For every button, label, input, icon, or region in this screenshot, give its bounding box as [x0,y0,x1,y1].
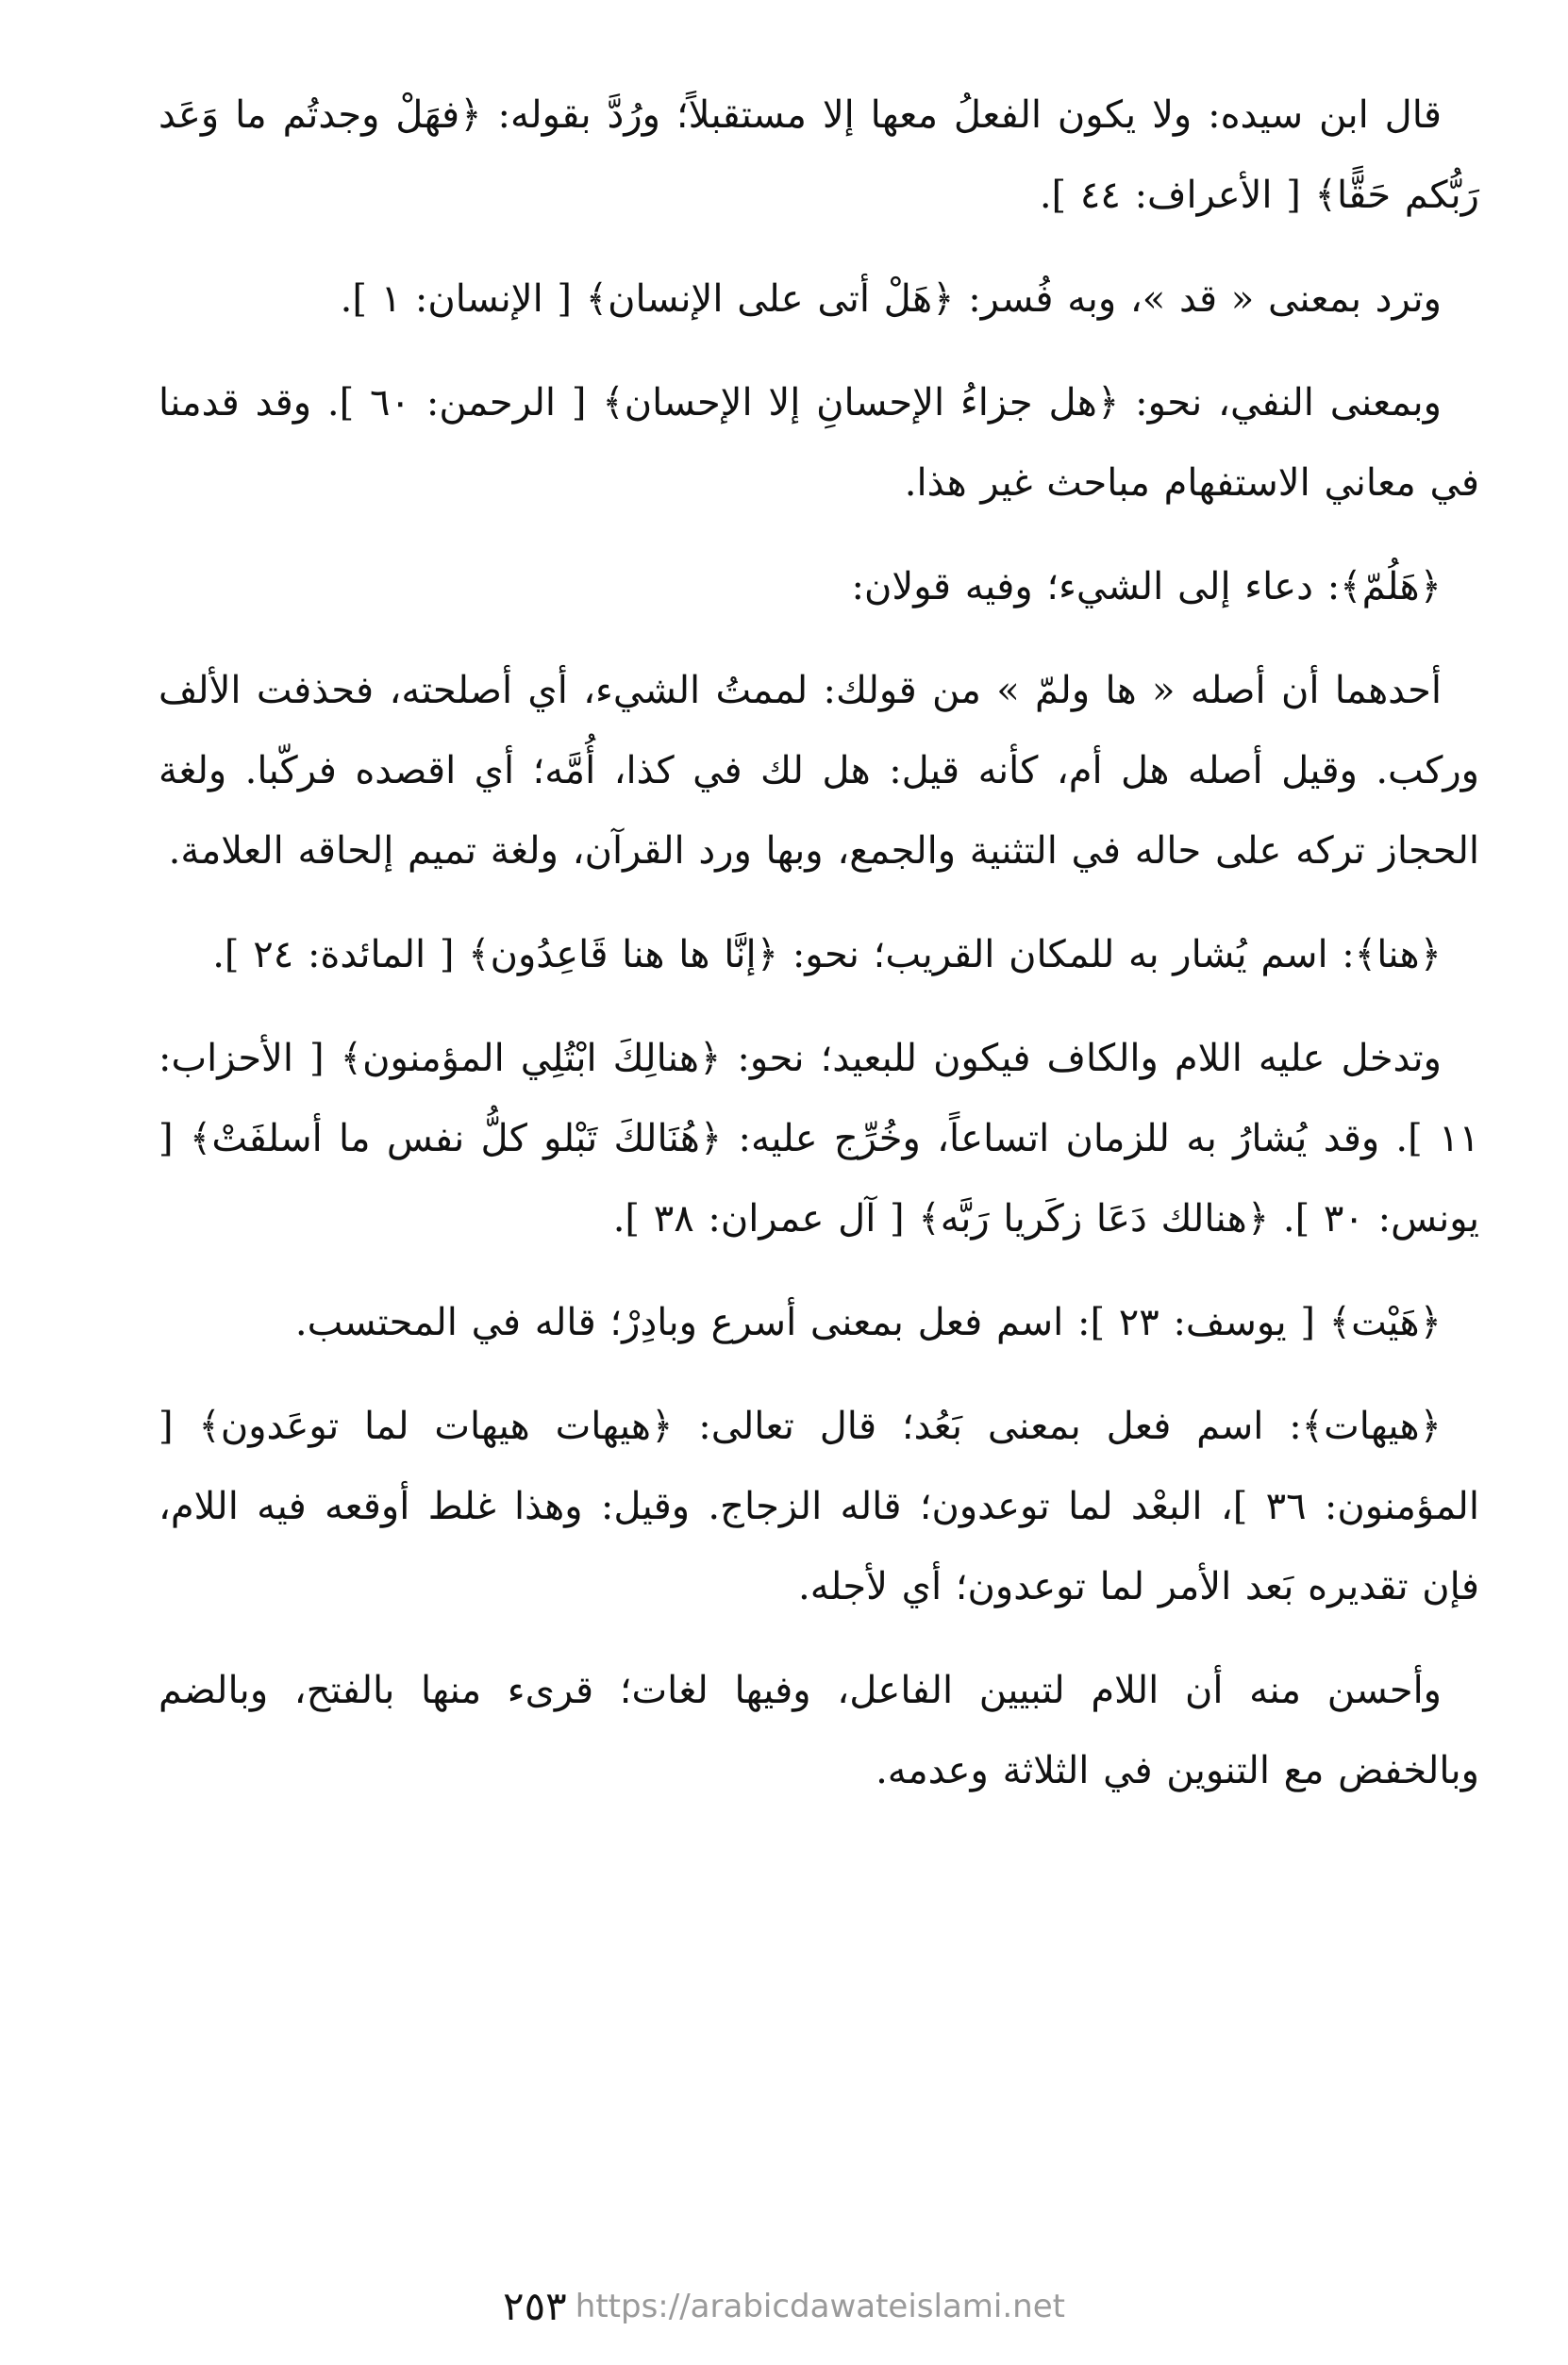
page-footer [0,2283,1568,2340]
paragraph: أحدهما أن أصله « ها ولمّ » من قولك: لممتُ الشيء، أي أصلحته، فحذفت الألف وركب. وقيل أصله هل أم، كأنه قيل: هل لك في كذا، أُمَّه؛ أي اقصده فركّبا. ولغة الحجاز تركه على حاله في التثنية والجمع، وبها ورد القرآن، ولغة تميم إلحاقه العلامة. [158,669,1479,873]
paragraph: وترد بمعنى « قد »، وبه فُسر: ﴿هَلْ أتى على الإنسان﴾ [ الإنسان: ١ ]. [340,277,1442,321]
page-body [158,75,1479,2302]
paragraph: وتدخل عليه اللام والكاف فيكون للبعيد؛ نحو: ﴿هنالِكَ ابْتُلِي المؤمنون﴾ [ الأحزاب: ١١ ]. وقد يُشارُ به للزمان اتساعاً، وخُرِّج عليه: ﴿هُنَالكَ تَبْلو كلُّ نفس ما أسلفَتْ﴾ [ يونس: ٣٠ ]. ﴿هنالك دَعَا زكَريا رَبَّه﴾ [ آل عمران: ٣٨ ]. [158,1037,1480,1241]
paragraph: وأحسن منه أن اللام لتبيين الفاعل، وفيها لغات؛ قرىء منها بالفتح، وبالضم وبالخفض مع التنوين في الثلاثة وعدمه. [158,1669,1479,1792]
page-number: ٢٥٣ [503,2283,567,2329]
paragraph: ﴿هَيْت﴾ [ يوسف: ٢٣ ]: اسم فعل بمعنى أسرع وبادِرْ؛ قاله في المحتسب. [294,1301,1442,1344]
paragraph: قال ابن سيده: ولا يكون الفعلُ معها إلا مستقبلاً؛ ورُدَّ بقوله: ﴿فهَلْ وجدتُم ما وَعَد رَبُّكم حَقًّا﴾ [ الأعراف: ٤٤ ]. [158,93,1479,217]
paragraph: ﴿هَلُمّ﴾: دعاء إلى الشيء؛ وفيه قولان: [851,565,1442,608]
watermark-url: https://arabicdawateislami.net [575,2287,1065,2325]
paragraph: ﴿هيهات﴾: اسم فعل بمعنى بَعُد؛ قال تعالى: ﴿هيهات هيهات لما توعَدون﴾ [ المؤمنون: ٣٦ ]، البعْد لما توعدون؛ قاله الزجاج. وقيل: وهذا غلط أوقعه فيه اللام، فإن تقديره بَعد الأمر لما توعدون؛ أي لأجله. [158,1405,1479,1608]
paragraph: ﴿هنا﴾: اسم يُشار به للمكان القريب؛ نحو: ﴿إنَّا ها هنا قَاعِدُون﴾ [ المائدة: ٢٤ ]. [212,933,1442,976]
paragraph: وبمعنى النفي، نحو: ﴿هل جزاءُ الإحسانِ إلا الإحسان﴾ [ الرحمن: ٦٠ ]. وقد قدمنا في معاني الاستفهام مباحث غير هذا. [158,381,1479,505]
